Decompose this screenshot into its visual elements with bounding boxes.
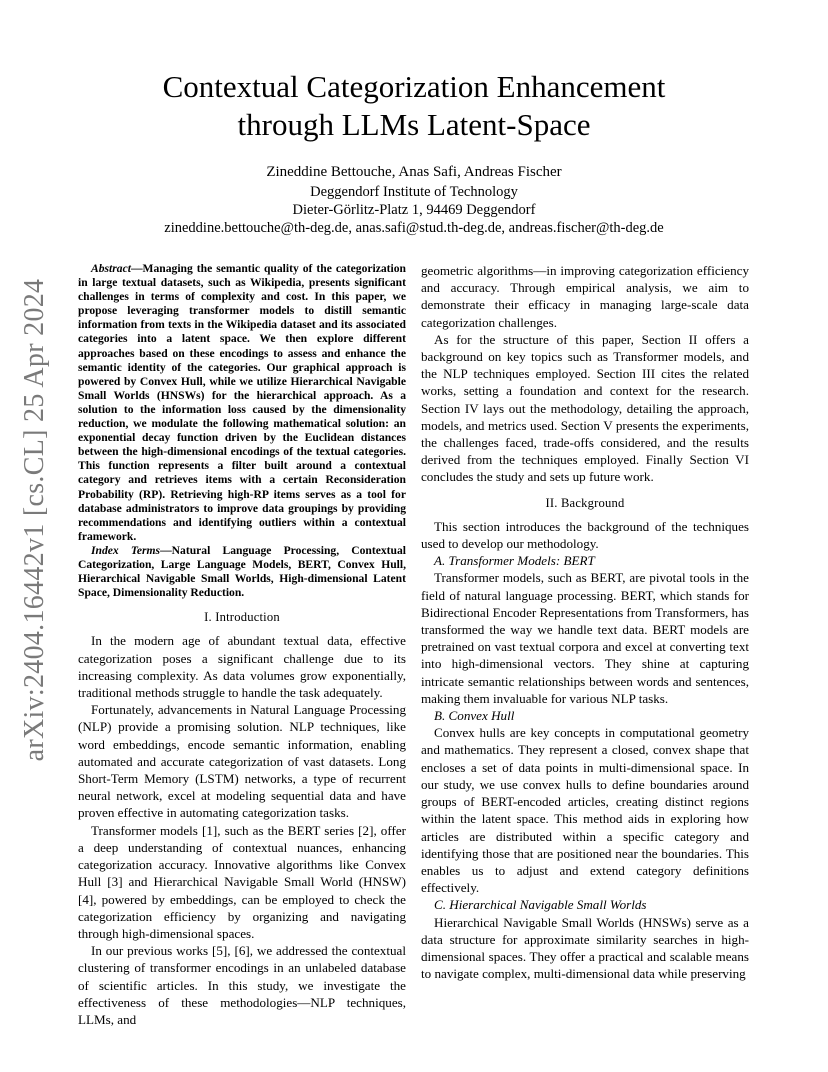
left-column <box>78 262 406 1028</box>
title-line-2: through LLMs Latent-Space <box>237 107 591 142</box>
abstract-text: —Managing the semantic quality of the categorization in large textual datasets, such as Wikipedia, presents significant challenges in terms of complexity and cost. In this paper, we propose leveraging transformer models to distill semantic information from texts in the Wikipedia dataset and its associated categories into a latent space. We then explore different approaches based on these encodings to assess and enhance the semantic identity of the categories. Our graphical approach is powered by Convex Hull, while we utilize Hierarchical Navigable Small Worlds (HNSWs) for the hierarchical approach. As a solution to the information loss caused by the dimensionality reduction, we modulate the following mathematical solution: an exponential decay function driven by the Euclidean distances between the high-dimensional encodings of the textual categories. This function represents a filter built around a contextual category and retrieves items with a certain Reconsideration Probability (RP). Retrieving high-RP items serves as a tool for database administrators to improve data groupings by providing recommendations and identifying outliers within a contextual framework. <box>78 262 406 543</box>
subsection-heading-bert: A. Transformer Models: BERT <box>434 553 595 569</box>
intro-paragraph-4: In our previous works [5], [6], we addressed the contextual clustering of transformer encodings in an unlabeled database of scientific articles. In this study, we investigate the effectiveness of these methodologies—NLP techniques, LLMs, and <box>78 943 406 1027</box>
title-line-1: Contextual Categorization Enhancement <box>162 69 666 104</box>
author-affiliation: Deggendorf Institute of Technology <box>310 184 518 200</box>
section-heading-background: II. Background <box>545 495 625 510</box>
hnsw-paragraph: Hierarchical Navigable Small Worlds (HNSWs) serve as a data structure for approximate similarity searches in high-dimensional spaces. They offer a practical and scalable means to navigate complex, multi-dimensional data while preserving <box>421 914 749 982</box>
convex-hull-paragraph: Convex hulls are key concepts in computational geometry and mathematics. They represent a closed, convex shape that encloses a set of data points in multi-dimensional space. In our study, we use convex hulls to define boundaries around groups of BERT-encoded articles, creating distinct regions within the latent space. This method aids in exploring how articles are distributed within a specific category and identifying those that are positioned near the boundaries. This enables us to adjust and extend category definitions effectively. <box>421 725 749 896</box>
bert-paragraph: Transformer models, such as BERT, are pivotal tools in the field of natural language processing. BERT, which stands for Bidirectional Encoder Representations from Transformers, has transformed the way we handle text data. BERT models are pretrained on vast textual corpora and excel at converting text into high-dimensional vectors. They shine at capturing intricate semantic relationships between words and sentences, making them invaluable for various NLP tasks. <box>421 570 749 706</box>
author-block <box>0 163 828 237</box>
intro-paragraph-2: Fortunately, advancements in Natural Language Processing (NLP) provide a promising solution. NLP techniques, like word embeddings, encode semantic information, enabling automated and accurate categorization of vast datasets. Long Short-Term Memory (LSTM) networks, a type of recurrent neural network, excel at modeling sequential data and have proven effective in automating categorization tasks. <box>78 702 406 821</box>
abstract-label: Abstract <box>91 262 131 275</box>
subsection-heading-convex-hull: B. Convex Hull <box>434 708 515 724</box>
arxiv-watermark <box>18 278 52 762</box>
author-names: Zineddine Bettouche, Anas Safi, Andreas Fischer <box>266 164 562 180</box>
intro-paragraph-4-continued: geometric algorithms—in improving categorization efficiency and accuracy. Through empirical analysis, we aim to demonstrate their efficacy in managing large-scale data categorization challenges. <box>421 263 749 330</box>
author-emails: zineddine.bettouche@th-deg.de, anas.safi@stud.th-deg.de, andreas.fischer@th-deg.de <box>164 220 664 236</box>
index-terms-label: Index Terms <box>91 543 161 557</box>
section-heading-introduction: I. Introduction <box>204 610 280 625</box>
intro-paragraph-structure: As for the structure of this paper, Section II offers a background on key topics such as Transformer models, and the NLP techniques employed. Section III cites the related works, setting a foundation and context for the research. Section IV lays out the methodology, detailing the approach, models, and metrics used. Section V presents the experiments, the challenges faced, trade-offs considered, and the results derived from the techniques employed. Finally Section VI concludes the study and sets up future work. <box>421 331 749 485</box>
intro-paragraph-1: In the modern age of abundant textual data, effective categorization poses a significant challenge due to its increasing complexity. As data volumes grow exponentially, traditional methods struggle to handle the task adequately. <box>78 633 406 701</box>
subsection-heading-hnsw: C. Hierarchical Navigable Small Worlds <box>434 897 647 913</box>
abstract <box>78 262 406 544</box>
index-terms-text: —Natural Language Processing, Contextual Categorization, Large Language Models, BERT, Convex Hull, Hierarchical Navigable Small Worlds, High-dimensional Latent Space, Dimensionality Reduction. <box>78 543 406 600</box>
index-terms <box>78 544 406 600</box>
intro-paragraph-3: Transformer models [1], such as the BERT series [2], offer a deep understanding of contextual nuances, enhancing categorization accuracy. Innovative algorithms like Convex Hull [3] and Hierarchical Navigable Small World (HNSW) [4], powered by embeddings, can be employed to check the categorization efficiency by organizing and navigating through high-dimensional spaces. <box>78 822 406 941</box>
author-address: Dieter-Görlitz-Platz 1, 94469 Deggendorf <box>292 202 536 218</box>
background-intro: This section introduces the background of the techniques used to develop our methodology. <box>421 518 749 552</box>
right-column <box>421 262 749 982</box>
arxiv-id: arXiv:2404.16442v1 [cs.CL] 25 Apr 2024 <box>19 278 50 762</box>
paper-title <box>0 68 828 144</box>
